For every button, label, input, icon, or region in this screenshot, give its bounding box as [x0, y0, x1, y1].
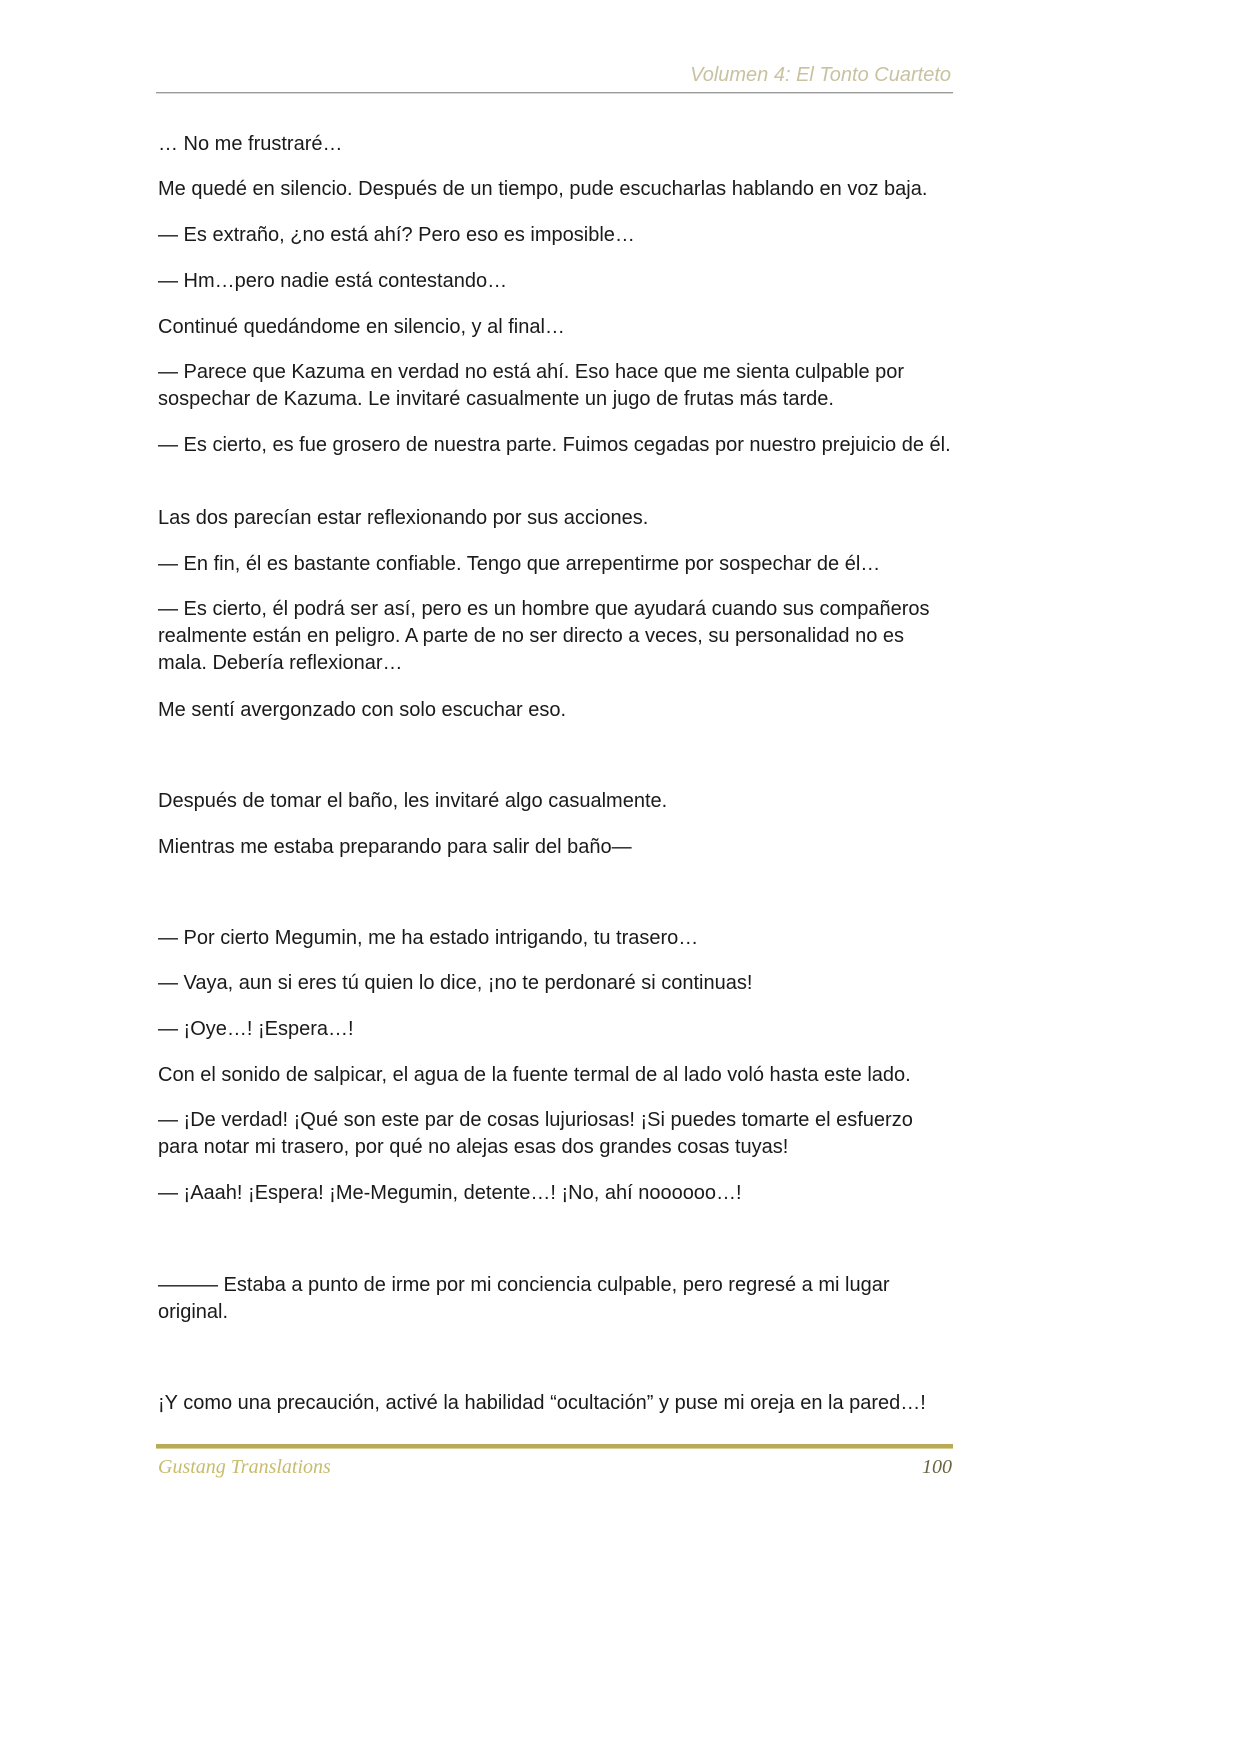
paragraph: — Por cierto Megumin, me ha estado intrigando, tu trasero…	[158, 927, 699, 949]
page-header-title: Volumen 4: El Tonto Cuarteto	[690, 64, 951, 86]
paragraph: ¡Y como una precaución, activé la habilidad “ocultación” y puse mi oreja en la pared…!	[158, 1392, 926, 1414]
paragraph: ——— Estaba a punto de irme por mi conciencia culpable, pero regresé a mi lugar original.	[158, 1274, 890, 1323]
paragraph: — Parece que Kazuma en verdad no está ahí. Eso hace que me sienta culpable por sospechar de Kazuma. Le invitaré casualmente un jugo de frutas más tarde.	[158, 361, 905, 410]
paragraph: — Es extraño, ¿no está ahí? Pero eso es imposible…	[158, 224, 635, 246]
paragraph: Después de tomar el baño, les invitaré algo casualmente.	[158, 790, 668, 812]
paragraph: — Hm…pero nadie está contestando…	[158, 270, 508, 292]
paragraph: — ¡De verdad! ¡Qué son este par de cosas lujuriosas! ¡Si puedes tomarte el esfuerzo para notar mi trasero, por qué no alejas esas dos grandes cosas tuyas!	[158, 1109, 913, 1158]
paragraph: Me sentí avergonzado con solo escuchar eso.	[158, 699, 567, 721]
footer-rule	[156, 1444, 953, 1449]
paragraph: — Es cierto, él podrá ser así, pero es un hombre que ayudará cuando sus compañeros realmente están en peligro. A parte de no ser directo a veces, su personalidad no es mala. Debería reflexionar…	[158, 598, 930, 674]
paragraph: Las dos parecían estar reflexionando por sus acciones.	[158, 507, 649, 529]
paragraph: Con el sonido de salpicar, el agua de la fuente termal de al lado voló hasta este lado.	[158, 1064, 911, 1086]
paragraph: — ¡Aaah! ¡Espera! ¡Me-Megumin, detente…! ¡No, ahí noooooo…!	[158, 1182, 742, 1204]
header-rule	[156, 92, 953, 94]
paragraph: Mientras me estaba preparando para salir del baño—	[158, 836, 632, 858]
paragraph: Continué quedándome en silencio, y al final…	[158, 316, 565, 338]
paragraph: … No me frustraré…	[158, 133, 343, 155]
footer-credit: Gustang Translations	[158, 1456, 331, 1478]
paragraph: — ¡Oye…! ¡Espera…!	[158, 1018, 354, 1040]
paragraph: — En fin, él es bastante confiable. Tengo que arrepentirme por sospechar de él…	[158, 553, 881, 575]
paragraph: — Es cierto, es fue grosero de nuestra parte. Fuimos cegadas por nuestro prejuicio de él.	[158, 434, 951, 456]
paragraph: Me quedé en silencio. Después de un tiempo, pude escucharlas hablando en voz baja.	[158, 178, 928, 200]
paragraph: — Vaya, aun si eres tú quien lo dice, ¡no te perdonaré si continuas!	[158, 972, 753, 994]
page-number: 100	[922, 1456, 952, 1478]
